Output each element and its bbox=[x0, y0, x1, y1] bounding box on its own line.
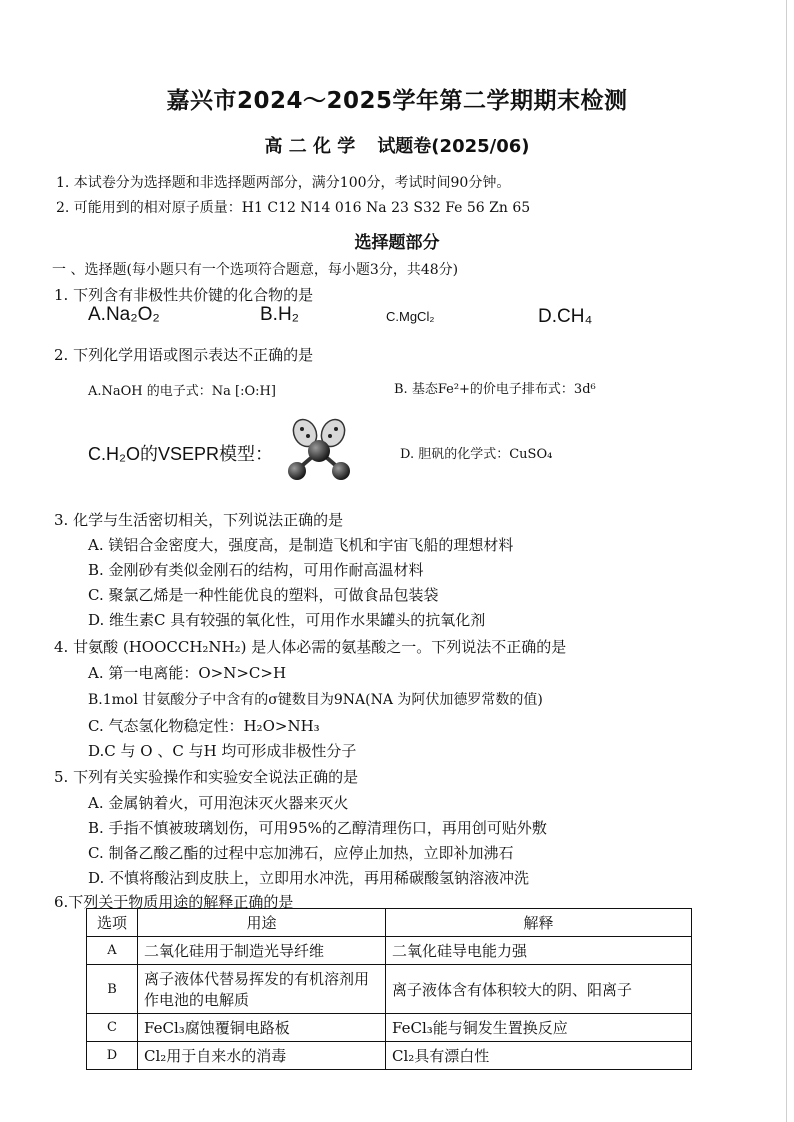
exam-subtitle bbox=[0, 132, 794, 158]
table-row bbox=[87, 937, 692, 965]
table-row bbox=[87, 965, 692, 1014]
table-row bbox=[87, 1014, 692, 1042]
table-header-row bbox=[87, 909, 692, 937]
row-explanation: 离子液体含有体积较大的阴、阳离子 bbox=[386, 965, 692, 1014]
q5-option-d: D. 不慎将酸沾到皮肤上，立即用水冲洗，再用稀碳酸氢钠溶液冲洗 bbox=[88, 869, 530, 887]
q6-stem: 6.下列关于物质用途的解释正确的是 bbox=[54, 893, 294, 911]
q4-option-a: A. 第一电离能：O>N>C>H bbox=[88, 664, 287, 682]
q2-option-a: A.NaOH 的电子式：Na [:O:H] bbox=[88, 384, 276, 399]
row-explanation: 二氧化硅导电能力强 bbox=[386, 937, 692, 965]
q5-stem: 5. 下列有关实验操作和实验安全说法正确的是 bbox=[54, 768, 359, 786]
row-usage: Cl₂用于自来水的消毒 bbox=[138, 1042, 386, 1070]
q5-option-c: C. 制备乙酸乙酯的过程中忘加沸石，应停止加热，立即补加沸石 bbox=[88, 844, 514, 862]
q4-stem: 4. 甘氨酸 (HOOCCH₂NH₂) 是人体必需的氨基酸之一。下列说法不正确的是 bbox=[54, 638, 567, 656]
row-option: A bbox=[87, 937, 138, 965]
q5-option-a: A. 金属钠着火，可用泡沫灭火器来灭火 bbox=[88, 794, 349, 812]
q4-option-b: B.1mol 甘氨酸分子中含有的σ键数目为9NA(NA 为阿伏加德罗常数的值) bbox=[88, 692, 543, 708]
note-1: 1. 本试卷分为选择题和非选择题两部分，满分100分，考试时间90分钟。 bbox=[56, 175, 511, 191]
hydrogen-atom-left bbox=[288, 462, 306, 480]
row-option: D bbox=[87, 1042, 138, 1070]
q4-option-c: C. 气态氢化物稳定性：H₂O>NH₃ bbox=[88, 717, 320, 735]
header-option: 选项 bbox=[87, 909, 138, 937]
row-explanation: FeCl₃能与铜发生置换反应 bbox=[386, 1014, 692, 1042]
note-2: 2. 可能用到的相对原子质量：H1 C12 N14 016 Na 23 S32 Fe 56 Zn 65 bbox=[56, 200, 531, 216]
exam-title: 嘉兴市2024～2025学年第二学期期末检测 bbox=[166, 88, 628, 114]
table-row bbox=[87, 1042, 692, 1070]
row-usage: 离子液体代替易挥发的有机溶剂用作电池的电解质 bbox=[138, 965, 386, 1014]
q1-option-b: B.H₂ bbox=[260, 304, 300, 325]
q2-option-b: B. 基态Fe²+的价电子排布式：3d⁶ bbox=[394, 382, 596, 397]
q3-option-c: C. 聚氯乙烯是一种性能优良的塑料，可做食品包装袋 bbox=[88, 586, 439, 604]
hydrogen-atom-right bbox=[332, 462, 350, 480]
paper-type-label: 试题卷(2025/06) bbox=[377, 136, 530, 157]
q1-option-a: A.Na₂O₂ bbox=[88, 304, 160, 325]
row-option: B bbox=[87, 965, 138, 1014]
q3-option-a: A. 镁铝合金密度大，强度高，是制造飞机和宇宙飞船的理想材料 bbox=[88, 536, 514, 554]
q6-table bbox=[86, 908, 692, 1070]
q1-stem: 1. 下列含有非极性共价键的化合物的是 bbox=[54, 286, 314, 304]
subject-label: 高 二 化 学 bbox=[264, 136, 356, 157]
header-explanation: 解释 bbox=[386, 909, 692, 937]
row-usage: FeCl₃腐蚀覆铜电路板 bbox=[138, 1014, 386, 1042]
q5-option-b: B. 手指不慎被玻璃划伤，可用95%的乙醇清理伤口，再用创可贴外敷 bbox=[88, 819, 547, 837]
q2-option-c: C.H₂O的VSEPR模型： bbox=[88, 444, 274, 464]
q2-option-d: D. 胆矾的化学式：CuSO₄ bbox=[400, 447, 553, 462]
row-option: C bbox=[87, 1014, 138, 1042]
oxygen-atom bbox=[308, 440, 330, 462]
q3-stem: 3. 化学与生活密切相关，下列说法正确的是 bbox=[54, 511, 344, 529]
q1-option-c: C.MgCl₂ bbox=[386, 309, 435, 324]
header-usage: 用途 bbox=[138, 909, 386, 937]
q1-option-d: D.CH₄ bbox=[538, 306, 593, 327]
q3-option-d: D. 维生素C 具有较强的氧化性，可用作水果罐头的抗氧化剂 bbox=[88, 611, 486, 629]
page-edge-line bbox=[786, 0, 787, 1122]
vsepr-model-image bbox=[284, 418, 354, 482]
section-title: 选择题部分 bbox=[354, 233, 440, 253]
row-usage: 二氧化硅用于制造光导纤维 bbox=[138, 937, 386, 965]
q4-option-d: D.C 与 O 、C 与H 均可形成非极性分子 bbox=[88, 742, 357, 760]
q2-stem: 2. 下列化学用语或图示表达不正确的是 bbox=[54, 346, 314, 364]
part-one-instruction: 一 、选择题(每小题只有一个选项符合题意，每小题3分，共48分) bbox=[52, 262, 459, 278]
row-explanation: Cl₂具有漂白性 bbox=[386, 1042, 692, 1070]
q3-option-b: B. 金刚砂有类似金刚石的结构，可用作耐高温材料 bbox=[88, 561, 424, 579]
